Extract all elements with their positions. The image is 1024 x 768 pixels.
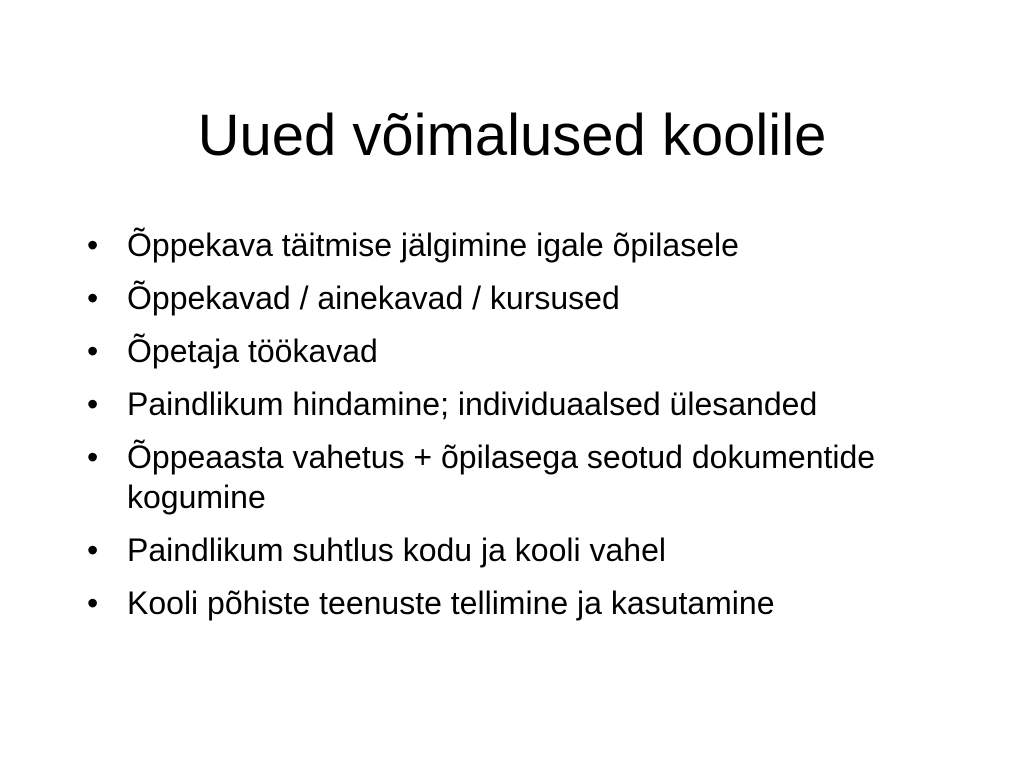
bullet-icon: • — [87, 585, 99, 621]
bullet-icon: • — [87, 227, 99, 263]
bullet-text: Õppekavad / ainekavad / kursused — [127, 280, 620, 316]
list-item — [84, 384, 964, 424]
bullet-icon: • — [87, 280, 99, 316]
bullet-icon: • — [87, 333, 99, 369]
slide-title: Uued võimalused koolile — [197, 103, 827, 168]
list-item — [84, 437, 964, 517]
bullet-list — [84, 225, 964, 636]
bullet-text: Paindlikum hindamine; individuaalsed ülesanded — [127, 386, 818, 422]
list-item — [84, 583, 964, 623]
bullet-icon: • — [87, 532, 99, 568]
list-item — [84, 278, 964, 318]
bullet-icon: • — [87, 386, 99, 422]
list-item — [84, 331, 964, 371]
bullet-text: Õpetaja töökavad — [127, 333, 378, 369]
bullet-text: Õppeaasta vahetus + õpilasega seotud dokumentide kogumine — [127, 439, 876, 515]
bullet-text: Õppekava täitmise jälgimine igale õpilasele — [127, 227, 739, 263]
list-item — [84, 225, 964, 265]
bullet-text: Kooli põhiste teenuste tellimine ja kasutamine — [127, 585, 775, 621]
bullet-icon: • — [87, 439, 99, 475]
bullet-text: Paindlikum suhtlus kodu ja kooli vahel — [127, 532, 666, 568]
list-item — [84, 530, 964, 570]
